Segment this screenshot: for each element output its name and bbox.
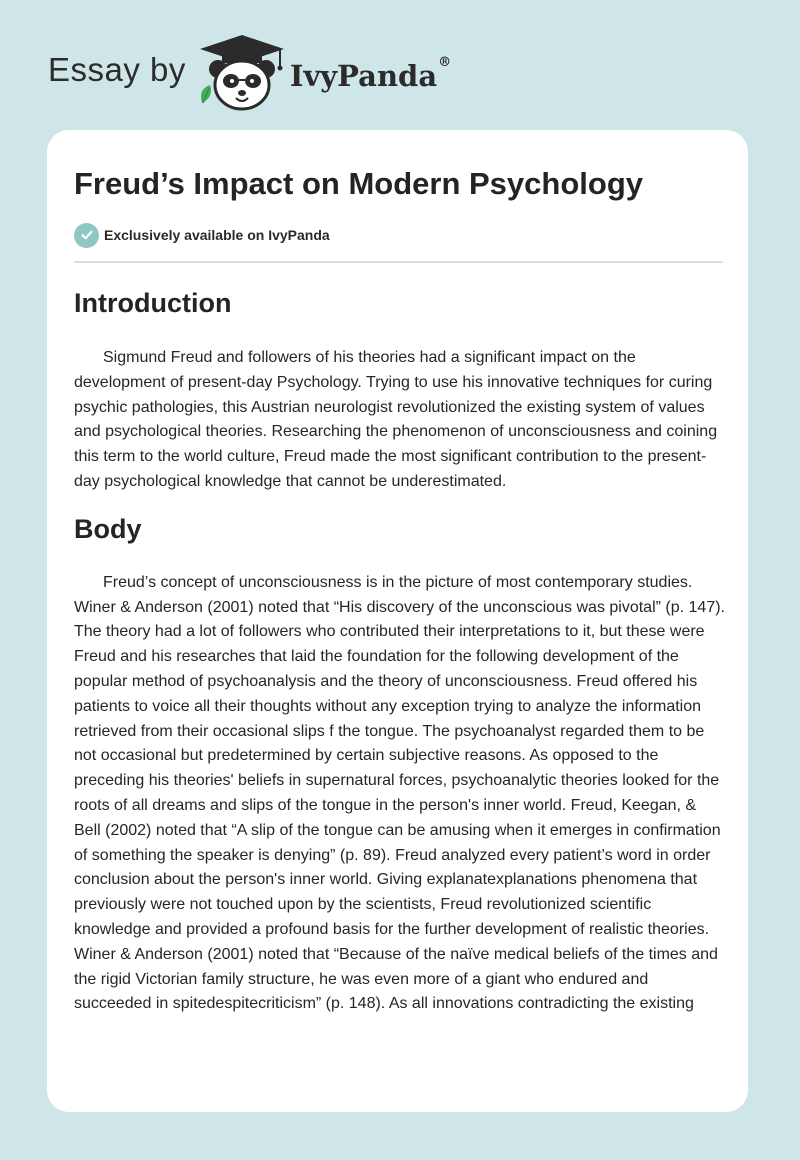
badge-text: Exclusively available on IvyPanda <box>104 227 330 243</box>
exclusive-badge <box>74 222 724 248</box>
check-icon <box>74 223 99 248</box>
essay-content <box>74 164 724 1017</box>
site-header <box>48 28 451 118</box>
panda-graduate-logo-icon <box>196 33 288 113</box>
introduction-paragraph: Sigmund Freud and followers of his theories had a significant impact on the development of present-day Psychology. Trying to use his innovative techniques for curing psychic pathologies, this Austrian neurologist revolutionized the existing system of values and psychological theories. Researching the phenomenon of unconsciousness and coining this term to the world culture, Freud made the most significant contribution to the present-day psychological knowledge that cannot be underestimated. <box>74 349 718 490</box>
essay-by-label: Essay by <box>48 51 186 88</box>
body-paragraph: Freud’s concept of unconsciousness is in the picture of most contemporary studies. Winer & Anderson (2001) noted that “His discovery of the unconscious was pivotal” (p. 147). The theory had a lot of followers who contributed their interpretations to it, but these were Freud and his researches that laid the foundation for the following development of the popular method of psychoanalysis and the theory of unconsciousness. Freud offered his patients to voice all their thoughts without any exception trying to analyze the information retrieved from their occasional slips f the tongue. The psychoanalyst regarded them to be not occasional but predetermined by certain subjective reasons. As opposed to the preceding his theories' beliefs in supernatural forces, psychoanalytic theories looked for the roots of all dreams and slips of the tongue in the person's inner world. Freud, Keegan, & Bell (2002) noted that “A slip of the tongue can be amusing when it emerges in confirmation of something the speaker is denying” (p. 89). Freud analyzed every patient’s word in order conclusion about the person's inner world. Giving explanatexplanations phenomena that previously were not touched upon by the scientists, Freud revolutionized scientific knowledge and provided a profound basis for the further development of realistic theories. Winer & Anderson (2001) noted that “Because of the naïve medical beliefs of the times and the rigid Victorian family structure, he was even more of a giant who endured and succeeded in spitedespitecriticism” (p. 148). As all innovations contradicting the existing <box>74 573 725 1013</box>
section-heading-body: Body <box>74 513 142 544</box>
section-heading-introduction: Introduction <box>74 288 232 318</box>
essay-card <box>47 130 748 1112</box>
brand-name[interactable]: IvyPanda® <box>289 55 452 93</box>
page-title: Freud’s Impact on Modern Psychology <box>74 166 643 201</box>
divider <box>74 261 723 263</box>
